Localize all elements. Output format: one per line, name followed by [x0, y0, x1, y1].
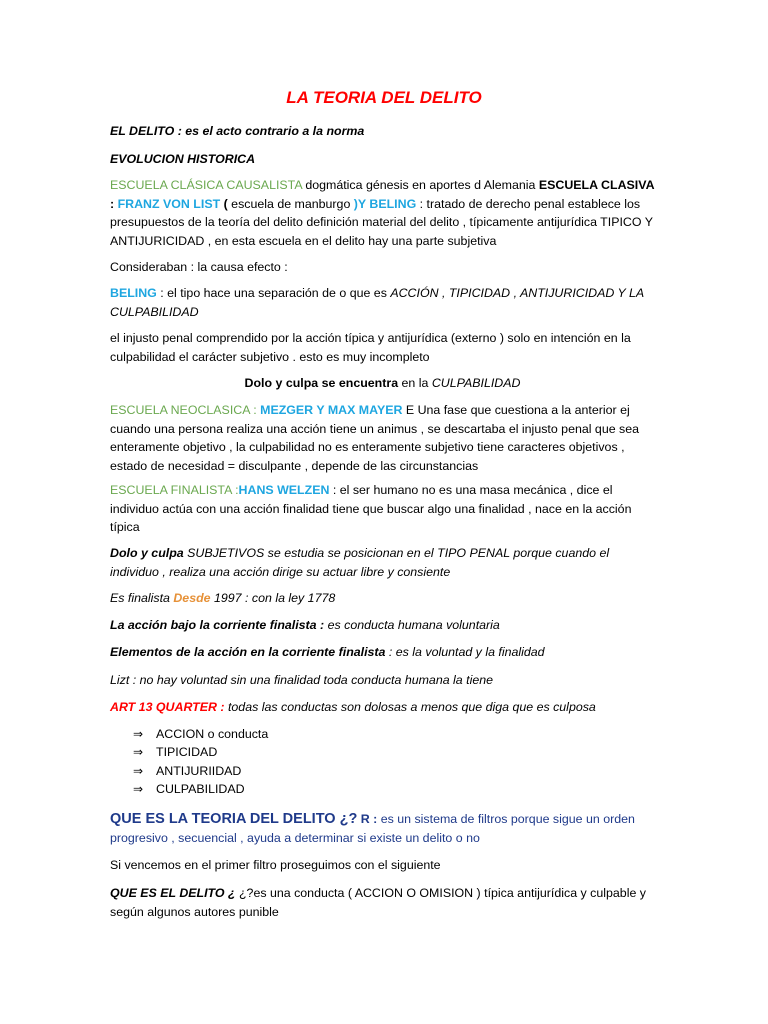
paragraph-beling: BELING : el tipo hace una separación de o que es ACCIÓN , TIPICIDAD , ANTIJURICIDAD Y LA CULPABILIDAD — [110, 286, 644, 319]
list-item: ⇒ ANTIJURIIDAD — [133, 762, 268, 780]
list-item: ⇒ CULPABILIDAD — [133, 780, 268, 798]
paragraph-escuela-clasica: ESCUELA CLÁSICA CAUSALISTA dogmática génesis en aportes d Alemania ESCUELA CLASIVA : FRANZ VON LIST ( escuela de manburgo )Y BELING : tratado de derecho penal establece los presupuestos de la teoría del delito definición material del delito , típicamente antijurídica TIPICO Y ANTIJURICIDAD , en esta escuela en el delito hay una parte subjetiva — [110, 178, 655, 248]
arrow-right-icon: ⇒ — [133, 781, 144, 796]
paragraph-si-vencemos: Si vencemos en el primer filtro proseguimos con el siguiente — [110, 858, 441, 872]
paragraph-accion-finalista: La acción bajo la corriente finalista : es conducta humana voluntaria — [110, 618, 500, 632]
list-item: ⇒ ACCION o conducta — [133, 725, 268, 743]
paragraph-elementos-accion: Elementos de la acción en la corriente finalista : es la voluntad y la finalidad — [110, 645, 545, 659]
paragraph-es-finalista: Es finalista Desde 1997 : con la ley 1778 — [110, 591, 336, 605]
paragraph-dolo-culpa-subjetivos: Dolo y culpa SUBJETIVOS se estudia se posicionan en el TIPO PENAL porque cuando el individuo , realiza una acción dirige su actuar libre y consiente — [110, 546, 610, 579]
paragraph-art-13: ART 13 QUARTER : todas las conductas son dolosas a menos que diga que es culposa — [110, 700, 596, 714]
arrow-right-icon: ⇒ — [133, 763, 144, 778]
paragraph-lizt: Lizt : no hay voluntad sin una finalidad toda conducta humana la tiene — [110, 673, 494, 687]
paragraph-que-es-teoria: QUE ES LA TEORIA DEL DELITO ¿? R : es un sistema de filtros porque sigue un orden progresivo , secuencial , ayuda a determinar si existe un delito o no — [110, 811, 635, 845]
arrow-right-icon: ⇒ — [133, 745, 144, 760]
paragraph-delito-definition: EL DELITO : es el acto contrario a la norma — [110, 124, 365, 138]
paragraph-evolucion-historica: EVOLUCION HISTORICA — [110, 152, 256, 166]
paragraph-que-es-delito: QUE ES EL DELITO ¿ ¿?es una conducta ( ACCION O OMISION ) típica antijurídica y culpable y según algunos autores punible — [110, 886, 646, 919]
paragraph-escuela-neoclasica: ESCUELA NEOCLASICA : MEZGER Y MAX MAYER E Una fase que cuestiona a la anterior ej cuando una persona realiza una acción tiene un animus , se descartaba el injusto penal que sea enteramente objetivo , la culpabilidad no es enteramente subjetivo tiene caracteres objetivos , estado de necesidad = disculpante , depende de las circunstancias — [110, 403, 640, 473]
paragraph-escuela-finalista: ESCUELA FINALISTA :HANS WELZEN : el ser humano no es una masa mecánica , dice el individuo actúa con una acción finalidad tiene que buscar algo una finalidad , nace en la acción típica — [110, 483, 632, 534]
arrow-right-icon: ⇒ — [133, 727, 144, 741]
paragraph-consideraban: Consideraban : la causa efecto : — [110, 260, 288, 274]
paragraph-dolo-culpa-culpabilidad: Dolo y culpa se encuentra en la CULPABILIDAD — [244, 376, 521, 390]
paragraph-injusto-penal: el injusto penal comprendido por la acción típica y antijurídica (externo ) solo en intención en la culpabilidad el carácter subjetivo . esto es muy incompleto — [110, 331, 631, 364]
list-item: ⇒ TIPICIDAD — [133, 743, 268, 761]
elements-list — [133, 725, 268, 798]
document-title: LA TEORIA DEL DELITO — [286, 88, 482, 107]
